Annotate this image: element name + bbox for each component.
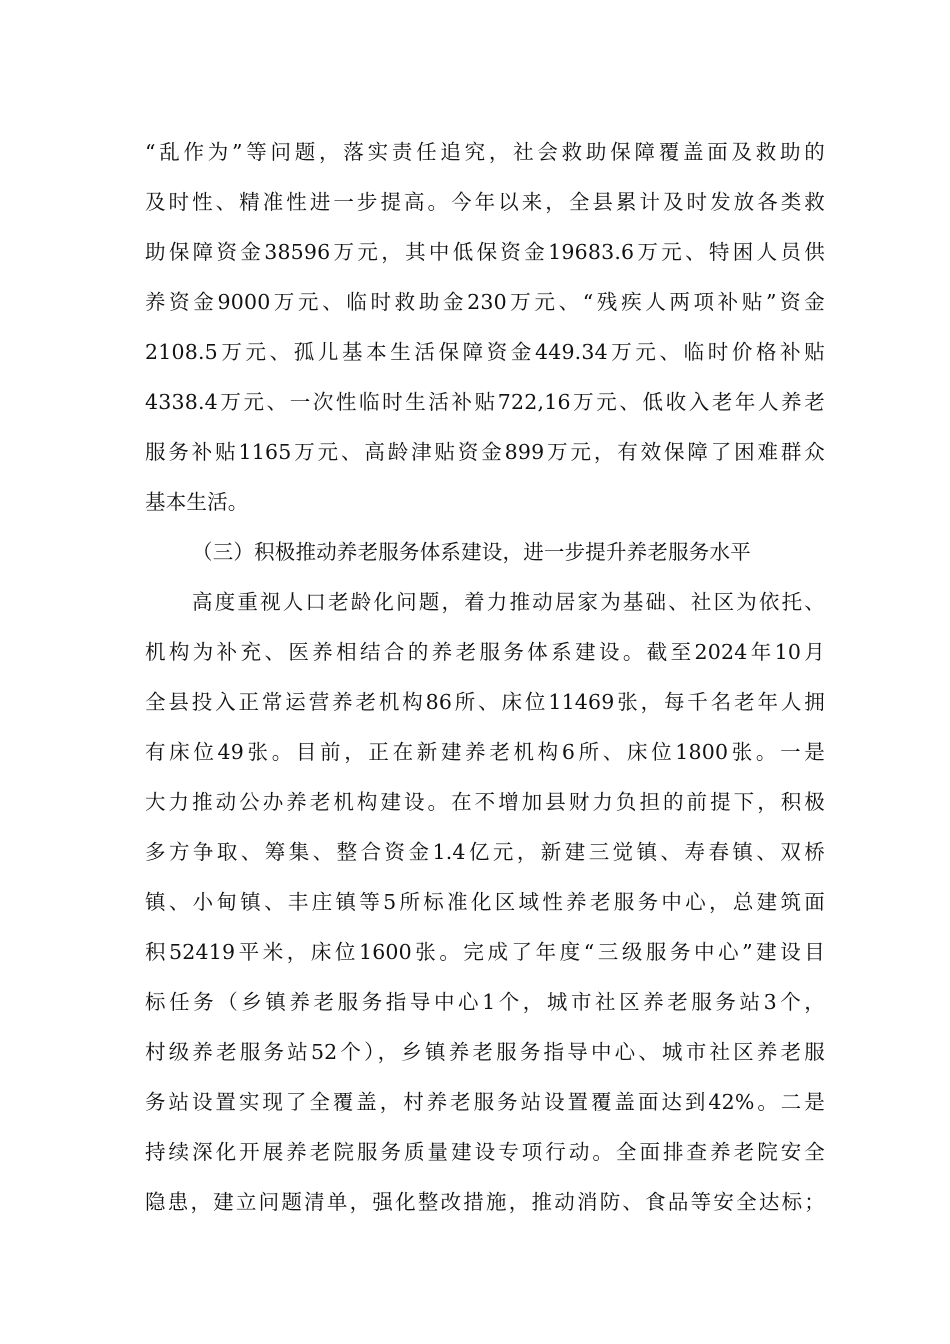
paragraph-line: 助保障资金38596万元，其中低保资金19683.6万元、特困人员供 [145,240,825,264]
paragraph-line: 积52419平米，床位1600张。完成了年度“三级服务中心”建设目 [145,940,825,964]
paragraph-line: 服务补贴1165万元、高龄津贴资金899万元，有效保障了困难群众 [145,440,825,464]
paragraph-line: 多方争取、筹集、整合资金1.4亿元，新建三觉镇、寿春镇、双桥 [145,840,825,864]
section-heading: （三）积极推动养老服务体系建设，进一步提升养老服务水平 [192,540,751,564]
paragraph-line: 机构为补充、医养相结合的养老服务体系建设。截至2024年10月 [145,640,825,664]
paragraph-line: 有床位49张。目前，正在新建养老机构6所、床位1800张。一是 [145,740,825,764]
paragraph-line: 4338.4万元、一次性临时生活补贴722,16万元、低收入老年人养老 [145,390,825,414]
paragraph-line: 隐患，建立问题清单，强化整改措施，推动消防、食品等安全达标； [145,1190,825,1214]
paragraph-line: 村级养老服务站52个），乡镇养老服务指导中心、城市社区养老服 [145,1040,825,1064]
paragraph-line: 持续深化开展养老院服务质量建设专项行动。全面排查养老院安全 [145,1140,825,1164]
paragraph-line: 镇、小甸镇、丰庄镇等5所标准化区域性养老服务中心，总建筑面 [145,890,825,914]
paragraph-line: 务站设置实现了全覆盖，村养老服务站设置覆盖面达到42%。二是 [145,1090,825,1114]
paragraph-line: 全县投入正常运营养老机构86所、床位11469张，每千名老年人拥 [145,690,825,714]
paragraph-line: 高度重视人口老龄化问题，着力推动居家为基础、社区为依托、 [192,590,825,614]
paragraph-line: “乱作为”等问题，落实责任追究，社会救助保障覆盖面及救助的 [145,140,825,164]
paragraph-line: 大力推动公办养老机构建设。在不增加县财力负担的前提下，积极 [145,790,825,814]
paragraph-line: 养资金9000万元、临时救助金230万元、“残疾人两项补贴”资金 [145,290,825,314]
paragraph-line: 基本生活。 [145,490,249,514]
paragraph-line: 2108.5万元、孤儿基本生活保障资金449.34万元、临时价格补贴 [145,340,825,364]
paragraph-line: 及时性、精准性进一步提高。今年以来，全县累计及时发放各类救 [145,190,825,214]
paragraph-line: 标任务（乡镇养老服务指导中心1个，城市社区养老服务站3个， [145,990,825,1014]
